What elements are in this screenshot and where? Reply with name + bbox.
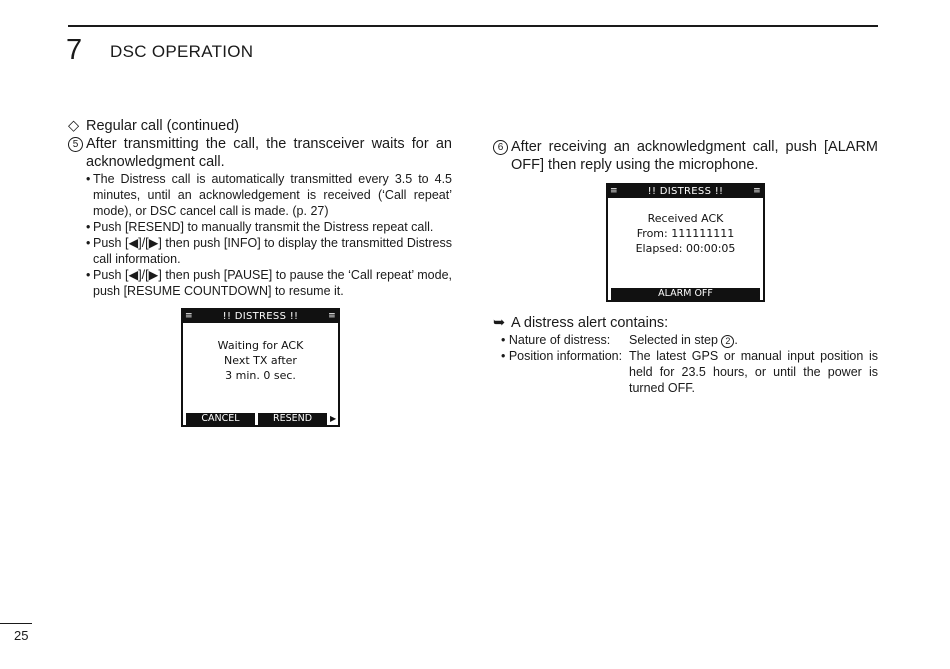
lcd-line: 3 min. 0 sec. bbox=[225, 369, 296, 382]
bullet-text: Push [◀]/[▶] then push [PAUSE] to pause the ‘Call repeat’ mode, push [RESUME COUNTDOWN] to resume it. bbox=[93, 268, 452, 298]
resend-softkey: RESEND bbox=[258, 413, 327, 425]
section-heading bbox=[68, 117, 452, 135]
step-5-marker: 5 bbox=[68, 137, 83, 152]
alert-item-label: • Position information: bbox=[501, 349, 623, 363]
menu-icon: ≡ bbox=[753, 186, 761, 196]
lcd-title: !! DISTRESS !! bbox=[222, 311, 299, 322]
lcd-softkeys bbox=[608, 288, 763, 300]
alert-item-value: The latest GPS or manual input position is held for 23.5 hours, or until the power is turned OFF. bbox=[629, 349, 878, 395]
lcd-ack-screen bbox=[606, 183, 765, 302]
lcd-waiting-screen bbox=[181, 308, 340, 427]
bullet-item: • The Distress call is automatically transmitted every 3.5 to 4.5 minutes, until an acknowledgement is received (‘Call repeat’ mode), or DSC cancel call is made. (p. 27) bbox=[86, 172, 452, 218]
lcd-message bbox=[608, 211, 763, 256]
lcd-line: Elapsed: 00:00:05 bbox=[635, 242, 736, 255]
right-arrow-icon: ▶ bbox=[330, 414, 337, 423]
left-column bbox=[68, 117, 452, 299]
bullet-item: • Push [RESEND] to manually transmit the Distress repeat call. bbox=[86, 220, 434, 234]
lcd-title-bar bbox=[183, 310, 338, 323]
menu-icon: ≡ bbox=[185, 311, 193, 321]
alert-value-suffix: . bbox=[734, 333, 738, 347]
step-6 bbox=[493, 138, 878, 174]
diamond-icon: ◇ bbox=[68, 118, 80, 134]
bullet-text: Push [◀]/[▶] then push [INFO] to display the transmitted Distress call information. bbox=[93, 236, 452, 266]
bullet-item: • Push [◀]/[▶] then push [PAUSE] to pause the ‘Call repeat’ mode, push [RESUME COUNTDOWN] to resume it. bbox=[86, 268, 452, 298]
lcd-title: !! DISTRESS !! bbox=[647, 186, 724, 197]
footer-rule bbox=[0, 623, 32, 624]
alert-section bbox=[493, 314, 878, 396]
alert-item-value bbox=[629, 332, 878, 348]
alert-item bbox=[493, 332, 878, 348]
menu-icon: ≡ bbox=[610, 186, 618, 196]
arrow-icon: ➥ bbox=[493, 315, 506, 331]
bullet-item: • Push [◀]/[▶] then push [INFO] to display the transmitted Distress call information. bbox=[86, 236, 452, 266]
alert-item-label: • Nature of distress: bbox=[501, 333, 611, 347]
header-rule bbox=[68, 25, 878, 27]
step-6-marker: 6 bbox=[493, 140, 508, 155]
bullet-text: Push [RESEND] to manually transmit the Distress repeat call. bbox=[93, 220, 434, 234]
chapter-number: 7 bbox=[66, 34, 83, 66]
lcd-title-bar bbox=[608, 185, 763, 198]
menu-icon: ≡ bbox=[328, 311, 336, 321]
step-6-text: After receiving an acknowledgment call, push [ALARM OFF] then reply using the microphone. bbox=[511, 139, 878, 173]
alert-value-text: Selected in step bbox=[629, 333, 722, 347]
step-5-text: After transmitting the call, the transceiver waits for an acknowledgment call. bbox=[86, 136, 452, 170]
section-title: Regular call (continued) bbox=[86, 118, 240, 134]
lcd-line: Received ACK bbox=[647, 212, 724, 225]
bullet-text: The Distress call is automatically transmitted every 3.5 to 4.5 minutes, until an acknowledgement is received (‘Call repeat’ mode), or DSC cancel call is made. (p. 27) bbox=[93, 172, 452, 218]
alert-heading bbox=[493, 314, 878, 332]
lcd-message bbox=[183, 338, 338, 383]
alert-item bbox=[493, 348, 878, 396]
chapter-title: DSC OPERATION bbox=[110, 42, 254, 61]
alarm-off-softkey: ALARM OFF bbox=[611, 288, 760, 300]
alert-heading-text: A distress alert contains: bbox=[511, 315, 669, 331]
step-2-marker: 2 bbox=[721, 335, 734, 348]
lcd-line: Waiting for ACK bbox=[217, 339, 304, 352]
cancel-softkey: CANCEL bbox=[186, 413, 255, 425]
right-column bbox=[493, 138, 878, 174]
lcd-softkeys bbox=[183, 413, 338, 425]
lcd-line: From: 111111111 bbox=[636, 227, 735, 240]
page-number: 25 bbox=[14, 628, 29, 643]
lcd-line: Next TX after bbox=[224, 354, 297, 367]
step-5 bbox=[68, 135, 452, 171]
